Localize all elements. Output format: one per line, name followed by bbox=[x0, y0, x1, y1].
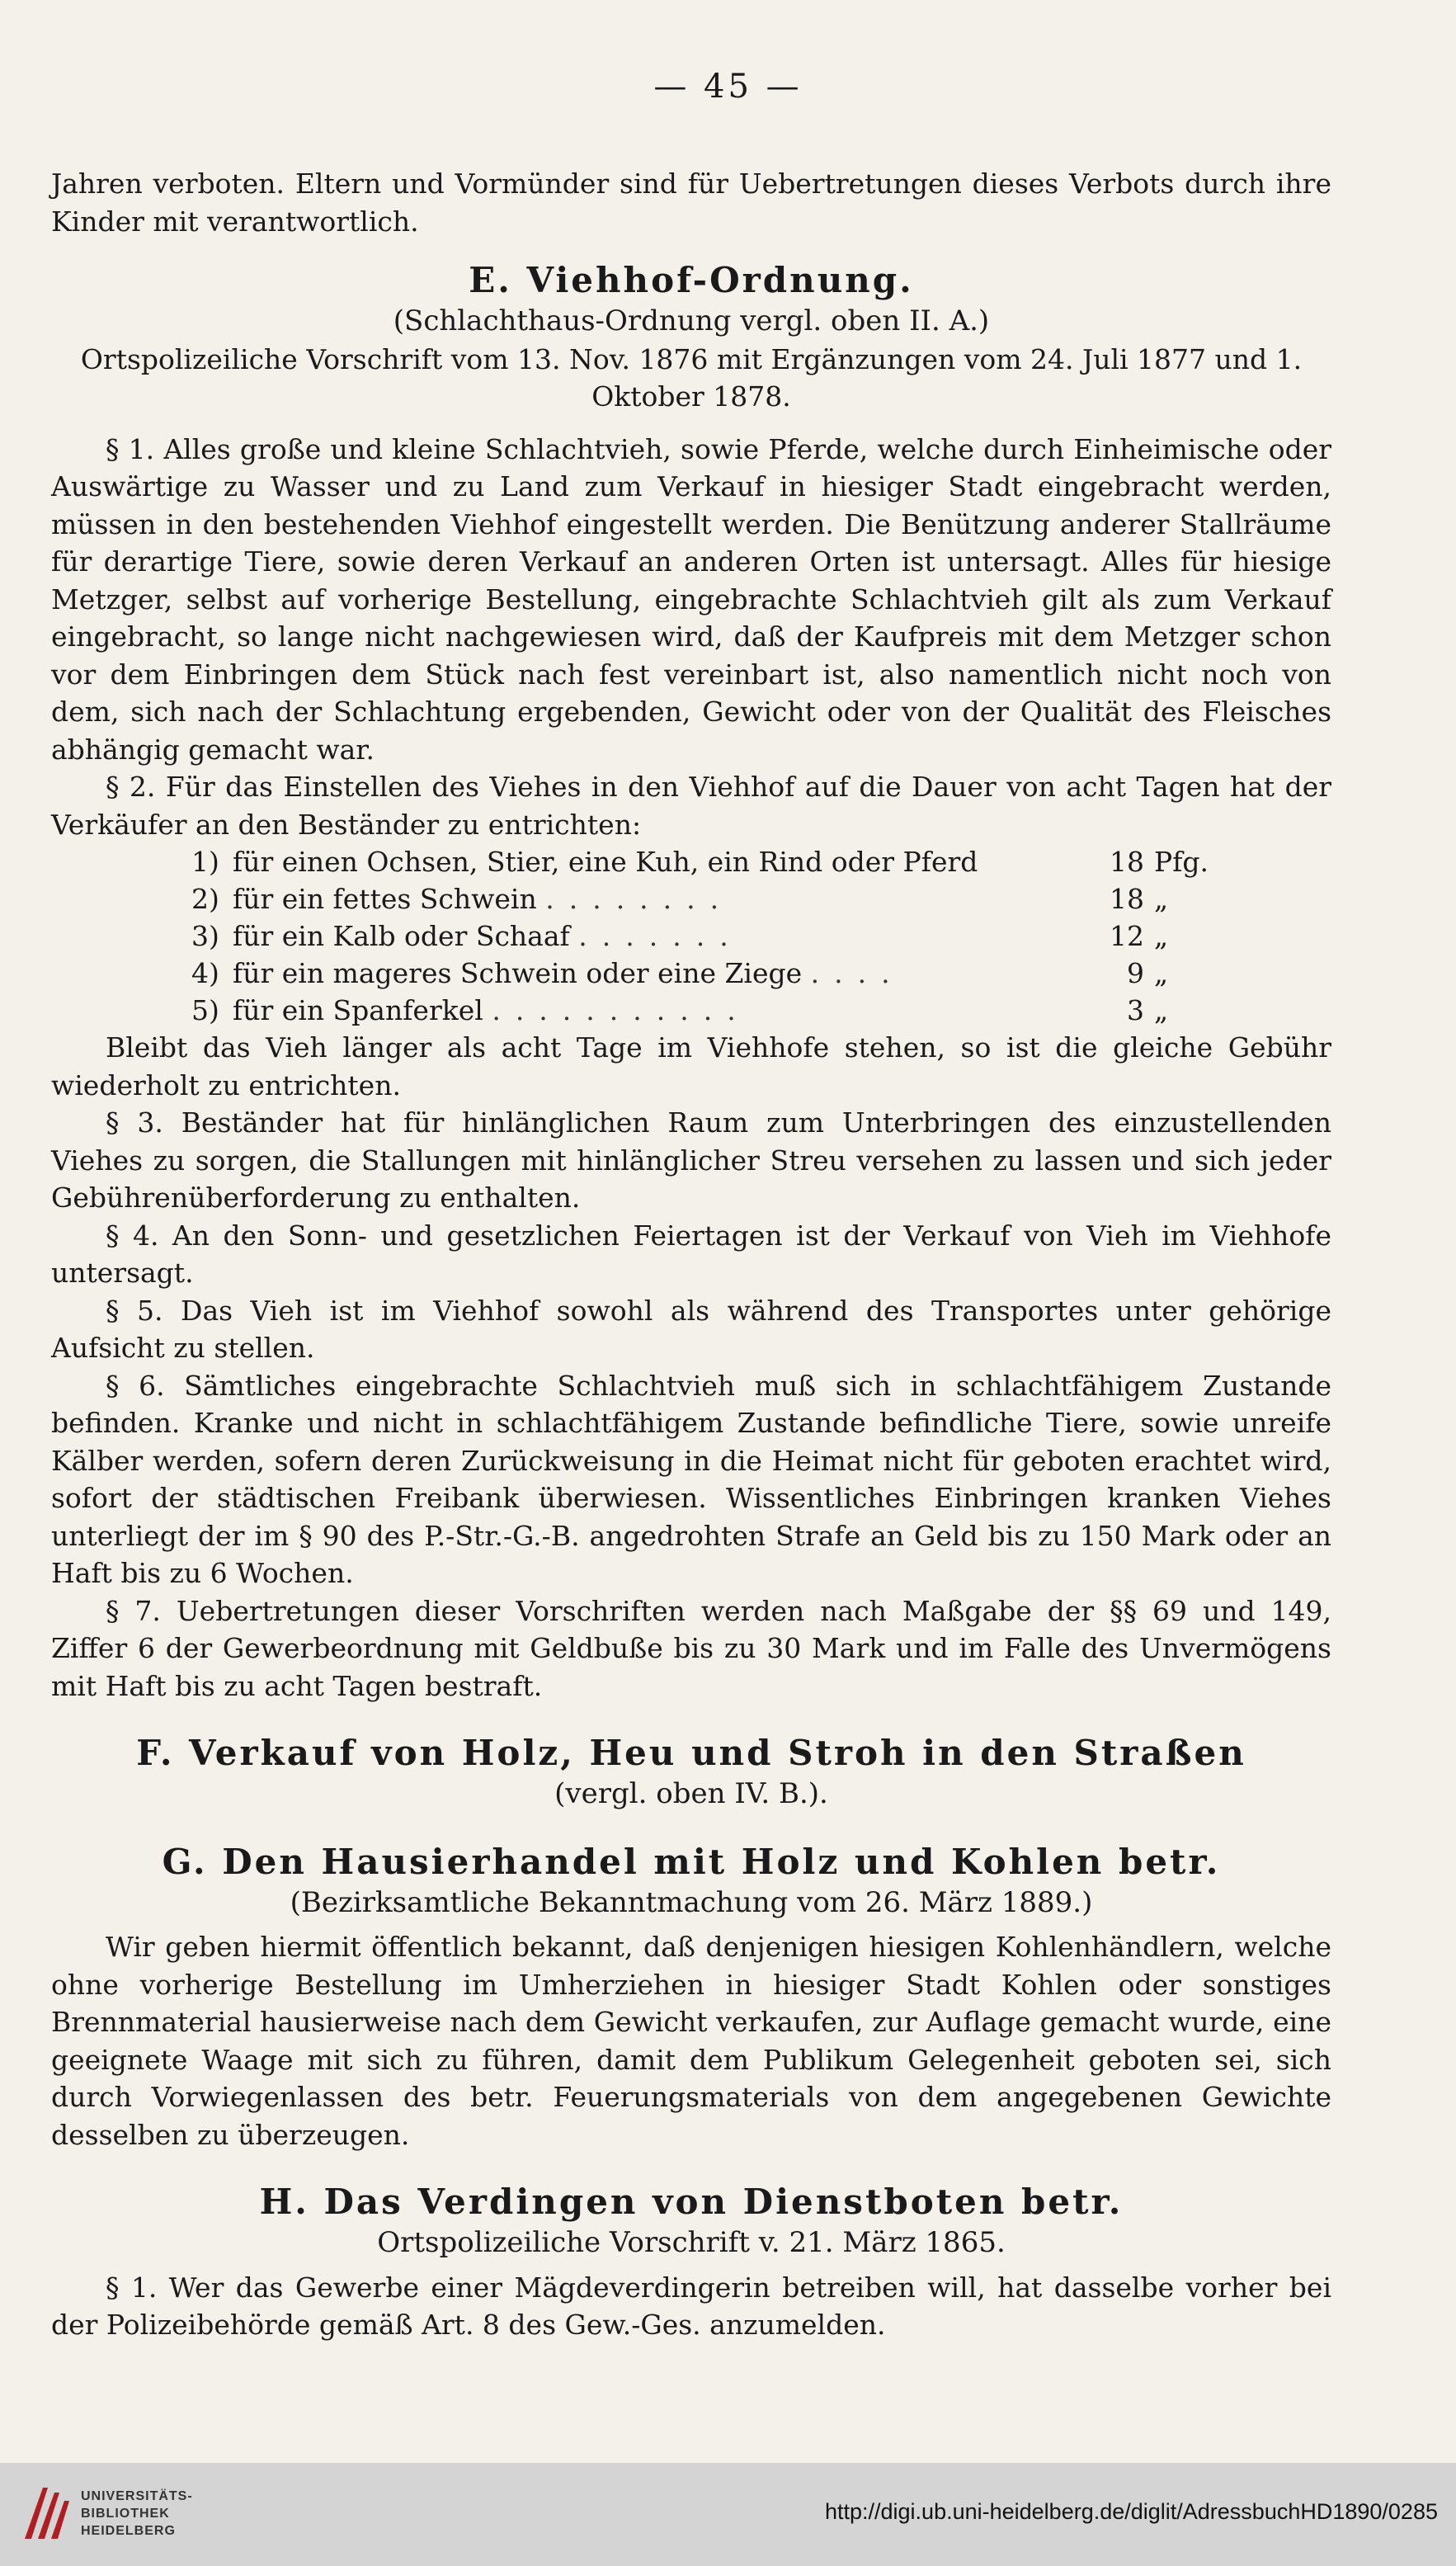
logo-line: HEIDELBERG bbox=[81, 2524, 176, 2538]
fee-row bbox=[191, 880, 1220, 917]
section-e-subtitle: (Schlachthaus-Ordnung vergl. oben II. A.) bbox=[393, 304, 990, 337]
fee-text: für ein Spanferkel ........... bbox=[233, 994, 751, 1026]
fee-number: 3) bbox=[191, 920, 219, 952]
section-e-paragraph-5: § 5. Das Vieh ist im Viehhof sowohl als während des Transportes unter gehörige Aufsicht zu stellen. bbox=[51, 1294, 1331, 1364]
fee-text: für ein mageres Schwein oder eine Ziege .... bbox=[233, 957, 905, 989]
fee-text: für einen Ochsen, Stier, eine Kuh, ein Rind oder Pferd bbox=[233, 846, 978, 878]
section-e-paragraph-7: § 7. Uebertretungen dieser Vorschriften werden nach Maßgabe der §§ 69 und 149, Ziffer 6 der Gewerbeordnung mit Geldbuße bis zu 30 Mark und im Falle des Unvermögens mit Haft bis zu acht Tagen bestraft. bbox=[51, 1594, 1331, 1702]
source-url-link[interactable]: http://digi.ub.uni-heidelberg.de/diglit/AdressbuchHD1890/0285 bbox=[824, 2499, 1438, 2524]
section-g-paragraph-1: Wir geben hiermit öffentlich bekannt, daß denjenigen hiesigen Kohlenhändlern, welche ohne vorherige Bestellung im Umherziehen in hiesiger Stadt Kohlen oder sonstiges Brennmaterial hausierweise nach dem Gewicht verkaufen, zur Auflage gemacht wurde, eine geeignete Waage mit sich zu führen, damit dem Publikum Gelegenheit geboten sei, sich durch Vorwiegenlassen des betr. Feuerungsmaterials von dem angegebenen Gewichte desselben zu überzeugen. bbox=[51, 1931, 1331, 2151]
fee-amount: 12 bbox=[1110, 920, 1144, 952]
fee-text: für ein Kalb oder Schaaf ....... bbox=[233, 920, 743, 952]
fee-unit: „ bbox=[1154, 920, 1169, 952]
library-logo-text bbox=[81, 2488, 193, 2540]
section-g-subtitle: (Bezirksamtliche Bekanntmachung vom 26. März 1889.) bbox=[290, 1885, 1093, 1919]
section-e-paragraph-4: § 4. An den Sonn- und gesetzlichen Feiertagen ist der Verkauf von Vieh im Viehhofe untersagt. bbox=[51, 1219, 1331, 1289]
section-e-paragraph-6: § 6. Sämtliches eingebrachte Schlachtvieh muß sich in schlachtfähigem Zustande befinden. Kranke und nicht in schlachtfähigem Zustande befindliche Tiere, sowie unreife Kälber werden, sofern deren Zurückweisung in die Heimat nicht für geboten erachtet wird, sofort der städtischen Freibank überwiesen. Wissentliches Einbringen kranken Viehes unterliegt der im § 90 des P.-Str.-G.-B. angedrohten Strafe an Geld bis zu 150 Mark oder an Haft bis zu 6 Wochen. bbox=[51, 1369, 1331, 1589]
fee-row bbox=[191, 917, 1220, 955]
page-content bbox=[51, 165, 1331, 2344]
section-e-title: E. Viehhof-Ordnung. bbox=[469, 260, 914, 300]
section-h-title: H. Das Verdingen von Dienstboten betr. bbox=[259, 2182, 1124, 2222]
fee-number: 2) bbox=[191, 883, 219, 915]
fee-amount: 3 bbox=[1127, 994, 1144, 1026]
section-e-paragraph-2: § 2. Für das Einstellen des Viehes in den Viehhof auf die Dauer von acht Tagen hat der Verkäufer an den Beständer zu entrichten: bbox=[51, 771, 1331, 841]
fee-table bbox=[191, 843, 1220, 1029]
logo-line: UNIVERSITÄTS- bbox=[81, 2489, 193, 2503]
fee-number: 1) bbox=[191, 846, 219, 878]
fee-unit: „ bbox=[1154, 957, 1169, 989]
fee-unit: „ bbox=[1154, 994, 1169, 1026]
fee-row bbox=[191, 955, 1220, 992]
intro-paragraph: Jahren verboten. Eltern und Vormünder sind für Uebertretungen dieses Verbots durch ihre Kinder mit verantwortlich. bbox=[51, 167, 1331, 238]
logo-line: BIBLIOTHEK bbox=[81, 2507, 170, 2521]
fee-amount: 18 bbox=[1110, 883, 1144, 915]
section-h-paragraph-1: § 1. Wer das Gewerbe einer Mägdeverdingerin betreiben will, hat dasselbe vorher bei der Polizeibehörde gemäß Art. 8 des Gew.-Ges. anzumelden. bbox=[51, 2271, 1331, 2341]
fee-row bbox=[191, 992, 1220, 1029]
fee-number: 4) bbox=[191, 957, 219, 989]
fee-amount: 9 bbox=[1127, 957, 1144, 989]
library-footer-bar bbox=[0, 2463, 1456, 2566]
page-number: — 45 — bbox=[653, 68, 803, 106]
section-e-paragraph-1: § 1. Alles große und kleine Schlachtvieh, sowie Pferde, welche durch Einheimische oder Auswärtige zu Wasser und zu Land zum Verkauf in hiesiger Stadt eingebracht werden, müssen in den bestehenden Viehhof eingestellt werden. Die Benützung anderer Stallräume für derartige Tiere, sowie deren Verkauf an anderen Orten ist untersagt. Alles für hiesige Metzger, selbst auf vorherige Bestellung, eingebrachte Schlachtvieh gilt als zum Verkauf eingebracht, so lange nicht nachgewiesen wird, daß der Kaufpreis mit dem Metzger schon vor dem Einbringen dem Stück nach fest vereinbart ist, also namentlich nicht noch von dem, sich nach der Schlachtung ergebenden, Gewicht oder von der Qualität des Fleisches abhängig gemacht war. bbox=[51, 432, 1331, 766]
fee-text: für ein fettes Schwein ........ bbox=[233, 883, 734, 915]
library-logo-icon bbox=[18, 2481, 73, 2547]
section-e-reference: Ortspolizeiliche Vorschrift vom 13. Nov. 1876 mit Ergänzungen vom 24. Juli 1877 und 1. Oktober 1878. bbox=[80, 342, 1303, 413]
fee-unit: „ bbox=[1154, 883, 1169, 915]
fee-row bbox=[191, 843, 1220, 880]
fee-unit: Pfg. bbox=[1154, 846, 1209, 878]
section-f-title: F. Verkauf von Holz, Heu und Stroh in den Straßen bbox=[136, 1733, 1246, 1773]
fee-amount: 18 bbox=[1110, 846, 1144, 878]
section-g-title: G. Den Hausierhandel mit Holz und Kohlen betr. bbox=[162, 1841, 1221, 1882]
fee-number: 5) bbox=[191, 994, 219, 1026]
section-h-subtitle: Ortspolizeiliche Vorschrift v. 21. März 1865. bbox=[377, 2226, 1006, 2259]
section-e-paragraph-2b: Bleibt das Vieh länger als acht Tage im Viehhofe stehen, so ist die gleiche Gebühr wiederholt zu entrichten. bbox=[51, 1031, 1331, 1101]
section-e-paragraph-3: § 3. Beständer hat für hinlänglichen Raum zum Unterbringen des einzustellenden Viehes zu sorgen, die Stallungen mit hinlänglicher Streu versehen zu lassen und sich jeder Gebührenüberforderung zu enthalten. bbox=[51, 1106, 1331, 1214]
section-f-subtitle: (vergl. oben IV. B.). bbox=[554, 1777, 828, 1810]
